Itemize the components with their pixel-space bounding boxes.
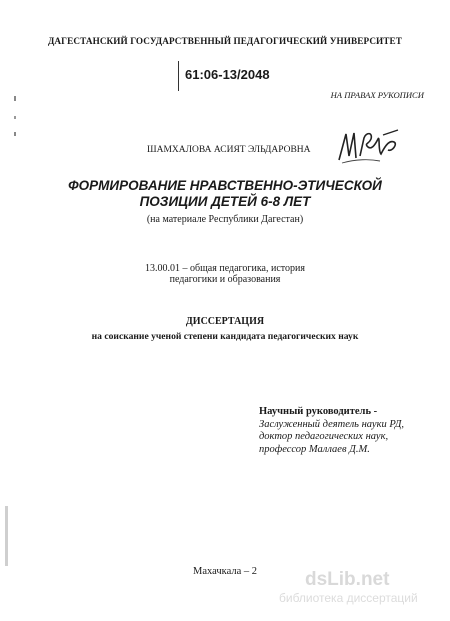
dissertation-title xyxy=(0,178,450,210)
degree-statement: на соискание ученой степени кандидата педагогических наук xyxy=(91,331,359,342)
advisor-line-1: Заслуженный деятель науки РД, xyxy=(259,418,405,430)
university-name: ДАГЕСТАНСКИЙ ГОСУДАРСТВЕННЫЙ ПЕДАГОГИЧЕСКИЙ УНИВЕРСИТЕТ xyxy=(48,36,402,46)
specialty-line-2: педагогики и образования xyxy=(169,274,281,285)
manuscript-rights-note: НА ПРАВАХ РУКОПИСИ xyxy=(330,90,424,100)
watermark-logo: dsLib.net xyxy=(305,569,390,590)
advisor-line-3: профессор Маллаев Д.М. xyxy=(259,443,370,455)
advisor-line-2: доктор педагогических наук, xyxy=(259,431,389,442)
watermark-tagline: библиотека диссертаций xyxy=(279,591,418,605)
advisor-label: Научный руководитель - xyxy=(259,406,378,417)
specialty-line-1: 13.00.01 – общая педагогика, история xyxy=(145,263,305,274)
title-subtitle: (на материале Республики Дагестан) xyxy=(146,214,304,225)
scientific-advisor xyxy=(259,406,404,456)
margin-marks xyxy=(13,96,17,138)
specialty xyxy=(0,263,450,285)
author-name: ШАМХАЛОВА АСИЯТ ЭЛЬДАРОВНА xyxy=(147,145,311,155)
archive-code: 61:06-13/2048 xyxy=(185,67,270,82)
archive-stamp-line xyxy=(178,61,179,91)
title-line-2: ПОЗИЦИИ ДЕТЕЙ 6-8 ЛЕТ xyxy=(139,194,311,209)
document-type: ДИССЕРТАЦИЯ xyxy=(185,316,265,327)
city-year: Махачкала – 2 xyxy=(193,566,257,577)
handwritten-signature xyxy=(336,126,410,166)
scan-edge-mark xyxy=(5,506,8,566)
title-line-1: ФОРМИРОВАНИЕ НРАВСТВЕННО-ЭТИЧЕСКОЙ xyxy=(68,178,382,193)
